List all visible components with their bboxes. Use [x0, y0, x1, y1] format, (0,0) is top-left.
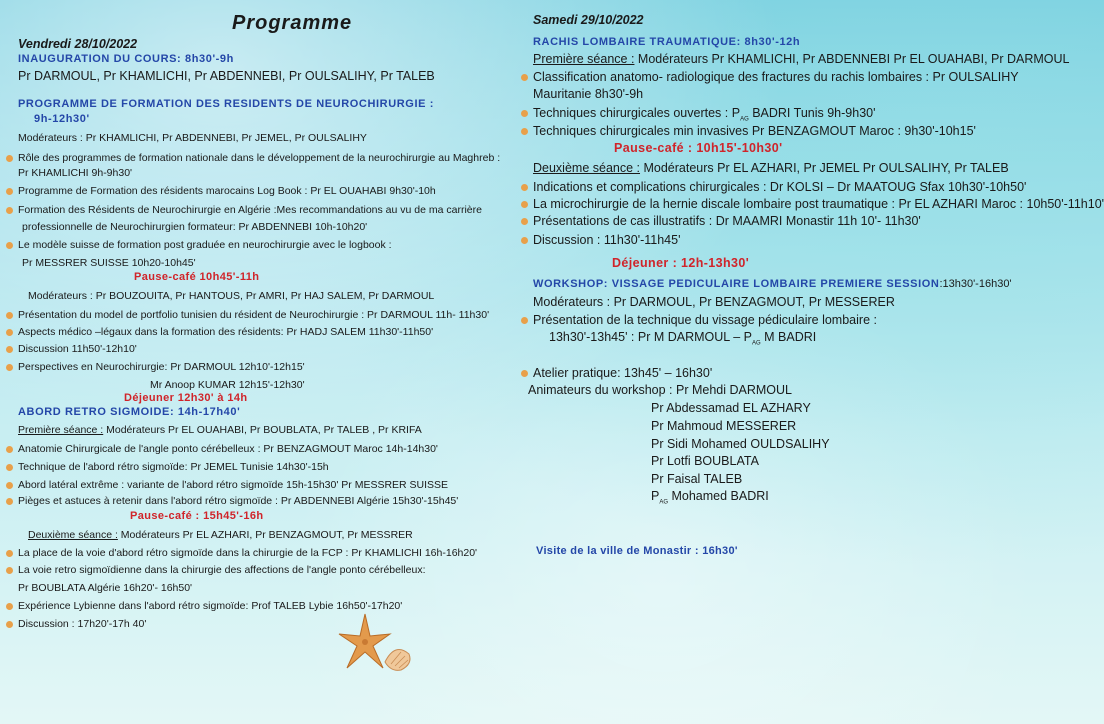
animator-name: Pr Faisal TALEB	[651, 472, 743, 486]
list-item: Discussion 11h50'-12h10'	[18, 343, 137, 355]
list-item: Classification anatomo- radiologique des fractures du rachis lombaires : Pr OULSALIHY	[533, 70, 1019, 84]
list-item: Indications et complications chirurgicales : Dr KOLSI – Dr MAATOUG Sfax 10h30'-10h50'	[533, 180, 1027, 194]
list-item: Présentation de la technique du vissage pédiculaire lombaire :	[533, 313, 877, 327]
list-item-detail: professionnelle de Neurochirurgien formateur: Pr ABDENNEBI 10h-10h20'	[22, 221, 368, 233]
list-item-detail: Mr Anoop KUMAR 12h15'-12h30'	[150, 379, 305, 391]
session-moderators: Modérateurs Pr KHAMLICHI, Pr ABDENNEBI Pr EL OUAHABI, Pr DARMOUL	[634, 52, 1070, 66]
list-item: La voie retro sigmoïdienne dans la chirurgie des affections de l'angle ponto cérébelleux:	[18, 564, 426, 576]
session-moderators: Modérateurs Pr EL OUAHABI, Pr BOUBLATA, Pr TALEB , Pr KRIFA	[103, 424, 422, 436]
section-programme-formation: PROGRAMME DE FORMATION DES RESIDENTS DE NEUROCHIRURGIE :	[18, 98, 434, 110]
pause-cafe: Pause-café 10h45'-11h	[134, 271, 260, 283]
workshop-animators: Animateurs du workshop : Pr Mehdi DARMOUL	[528, 383, 792, 397]
list-item: Techniques chirurgicales min invasives Pr BENZAGMOUT Maroc : 9h30'-10h15'	[533, 124, 976, 138]
seashell-icon	[385, 650, 410, 671]
session-one	[533, 53, 1070, 66]
day-heading-saturday: Samedi 29/10/2022	[533, 13, 644, 27]
workshop-time: :13h30'-16h30'	[939, 278, 1012, 290]
list-item: Expérience Lybienne dans l'abord rétro sigmoïde: Prof TALEB Lybie 16h50'-17h20'	[18, 600, 403, 612]
animator-name: Pr Lotfi BOUBLATA	[651, 454, 759, 468]
list-item: Abord latéral extrême : variante de l'abord rétro sigmoïde 15h-15h30' Pr MESSRER SUISSE	[18, 479, 449, 491]
list-item-detail: Pr BOUBLATA Algérie 16h20'- 16h50'	[18, 582, 193, 594]
moderators: Modérateurs : Pr DARMOUL, Pr BENZAGMOUT, Pr MESSERER	[533, 295, 895, 309]
animator-name: Pr Sidi Mohamed OULDSALIHY	[651, 437, 830, 451]
list-item-detail: Mauritanie 8h30'-9h	[533, 87, 644, 101]
list-item: Technique de l'abord rétro sigmoïde: Pr JEMEL Tunisie 14h30'-15h	[18, 461, 329, 473]
list-item: Discussion : 17h20'-17h 40'	[18, 618, 147, 630]
pause-cafe: Pause-café : 15h45'-16h	[130, 510, 264, 522]
session-two	[28, 529, 413, 542]
lunch-break: Déjeuner 12h30' à 14h	[124, 392, 248, 404]
animator-name: Pr Mahmoud MESSERER	[651, 419, 797, 433]
text: 13h30'-13h45' : Pr M DARMOUL – P	[549, 330, 753, 344]
list-item: Présentation du model de portfolio tunisien du résident de Neurochirurgie : Pr DARMOUL 11h- 11h30'	[18, 309, 490, 321]
moderators: Modérateurs : Pr BOUZOUITA, Pr HANTOUS, Pr AMRI, Pr HAJ SALEM, Pr DARMOUL	[28, 290, 435, 302]
starfish-icon	[339, 614, 390, 668]
animator-name: Pr Abdessamad EL AZHARY	[651, 401, 811, 415]
moderators: Modérateurs : Pr KHAMLICHI, Pr ABDENNEBI, Pr JEMEL, Pr OULSALIHY	[18, 132, 367, 144]
list-item-detail: Pr MESSRER SUISSE 10h20-10h45'	[22, 257, 196, 269]
list-item: Aspects médico –légaux dans la formation des résidents: Pr HADJ SALEM 11h30'-11h50'	[18, 326, 434, 338]
text: P	[651, 489, 660, 503]
text: Mohamed BADRI	[668, 489, 769, 503]
session-label: Première séance :	[533, 52, 635, 66]
list-item-detail	[549, 331, 816, 351]
list-item: Anatomie Chirurgicale de l'angle ponto cérébelleux : Pr BENZAGMOUT Maroc 14h-14h30'	[18, 443, 438, 455]
lunch-break: Déjeuner : 12h-13h30'	[612, 256, 750, 270]
day-heading-friday: Vendredi 28/10/2022	[18, 37, 138, 51]
session-moderators: Modérateurs Pr EL AZHARI, Pr JEMEL Pr OULSALIHY, Pr TALEB	[640, 161, 1009, 175]
list-item: La microchirurgie de la hernie discale lombaire post traumatique : Pr EL AZHARI Maroc : 10h50'-11h10'	[533, 197, 1104, 211]
list-item: La place de la voie d'abord rétro sigmoïde dans la chirurgie de la FCP : Pr KHAMLICHI 16h-16h20'	[18, 547, 478, 559]
section-workshop	[533, 278, 1012, 291]
page-title: Programme	[232, 12, 353, 34]
list-item: Présentations de cas illustratifs : Dr MAAMRI Monastir 11h 10'- 11h30'	[533, 214, 921, 228]
list-item: Atelier pratique: 13h45' – 16h30'	[533, 366, 713, 380]
text: Techniques chirurgicales ouvertes : P	[533, 106, 741, 120]
animator-name	[651, 490, 769, 510]
session-label: Deuxième séance :	[28, 529, 118, 541]
session-moderators: Modérateurs Pr EL AZHARI, Pr BENZAGMOUT, Pr MESSRER	[117, 529, 413, 541]
section-abord-retro: ABORD RETRO SIGMOIDE: 14h-17h40'	[18, 406, 241, 418]
session-two	[533, 162, 1009, 175]
pause-cafe: Pause-café : 10h15'-10h30'	[614, 141, 783, 155]
list-item: Programme de Formation des résidents marocains Log Book : Pr EL OUAHABI 9h30'-10h	[18, 185, 436, 197]
list-item: Perspectives en Neurochirurgie: Pr DARMOUL 12h10'-12h15'	[18, 361, 305, 373]
list-item: Pièges et astuces à retenir dans l'abord rétro sigmoïde : Pr ABDENNEBI Algérie 15h30'-15h45'	[18, 495, 459, 507]
section-programme-time: 9h-12h30'	[34, 113, 90, 125]
section-inauguration: INAUGURATION DU COURS: 8h30'-9h	[18, 53, 234, 65]
session-label: Deuxième séance :	[533, 161, 641, 175]
list-item: Discussion : 11h30'-11h45'	[533, 233, 681, 247]
workshop-title: WORKSHOP: VISSAGE PEDICULAIRE LOMBAIRE PREMIERE SESSION	[533, 278, 940, 290]
session-one	[18, 424, 422, 437]
subscript: AG	[659, 499, 669, 506]
starfish-and-seashell-icon	[335, 612, 415, 682]
subscript: AG	[752, 340, 761, 347]
session-label: Première séance :	[18, 424, 104, 436]
inauguration-names: Pr DARMOUL, Pr KHAMLICHI, Pr ABDENNEBI, Pr OULSALIHY, Pr TALEB	[18, 69, 435, 83]
list-item: Le modèle suisse de formation post graduée en neurochirurgie avec le logbook :	[18, 239, 392, 251]
city-visit: Visite de la ville de Monastir : 16h30'	[536, 545, 738, 557]
section-rachis: RACHIS LOMBAIRE TRAUMATIQUE: 8h30'-12h	[533, 36, 801, 48]
list-item: Rôle des programmes de formation nationale dans le développement de la neurochirurgie au Maghreb :	[18, 152, 501, 164]
text: BADRI Tunis 9h-9h30'	[748, 106, 876, 120]
list-item-detail: Pr KHAMLICHI 9h-9h30'	[18, 167, 133, 179]
text: M BADRI	[760, 330, 817, 344]
subscript: AG	[740, 116, 749, 123]
list-item: Formation des Résidents de Neurochirurgie en Algérie :Mes recommandations au vu de ma carrière	[18, 204, 482, 216]
